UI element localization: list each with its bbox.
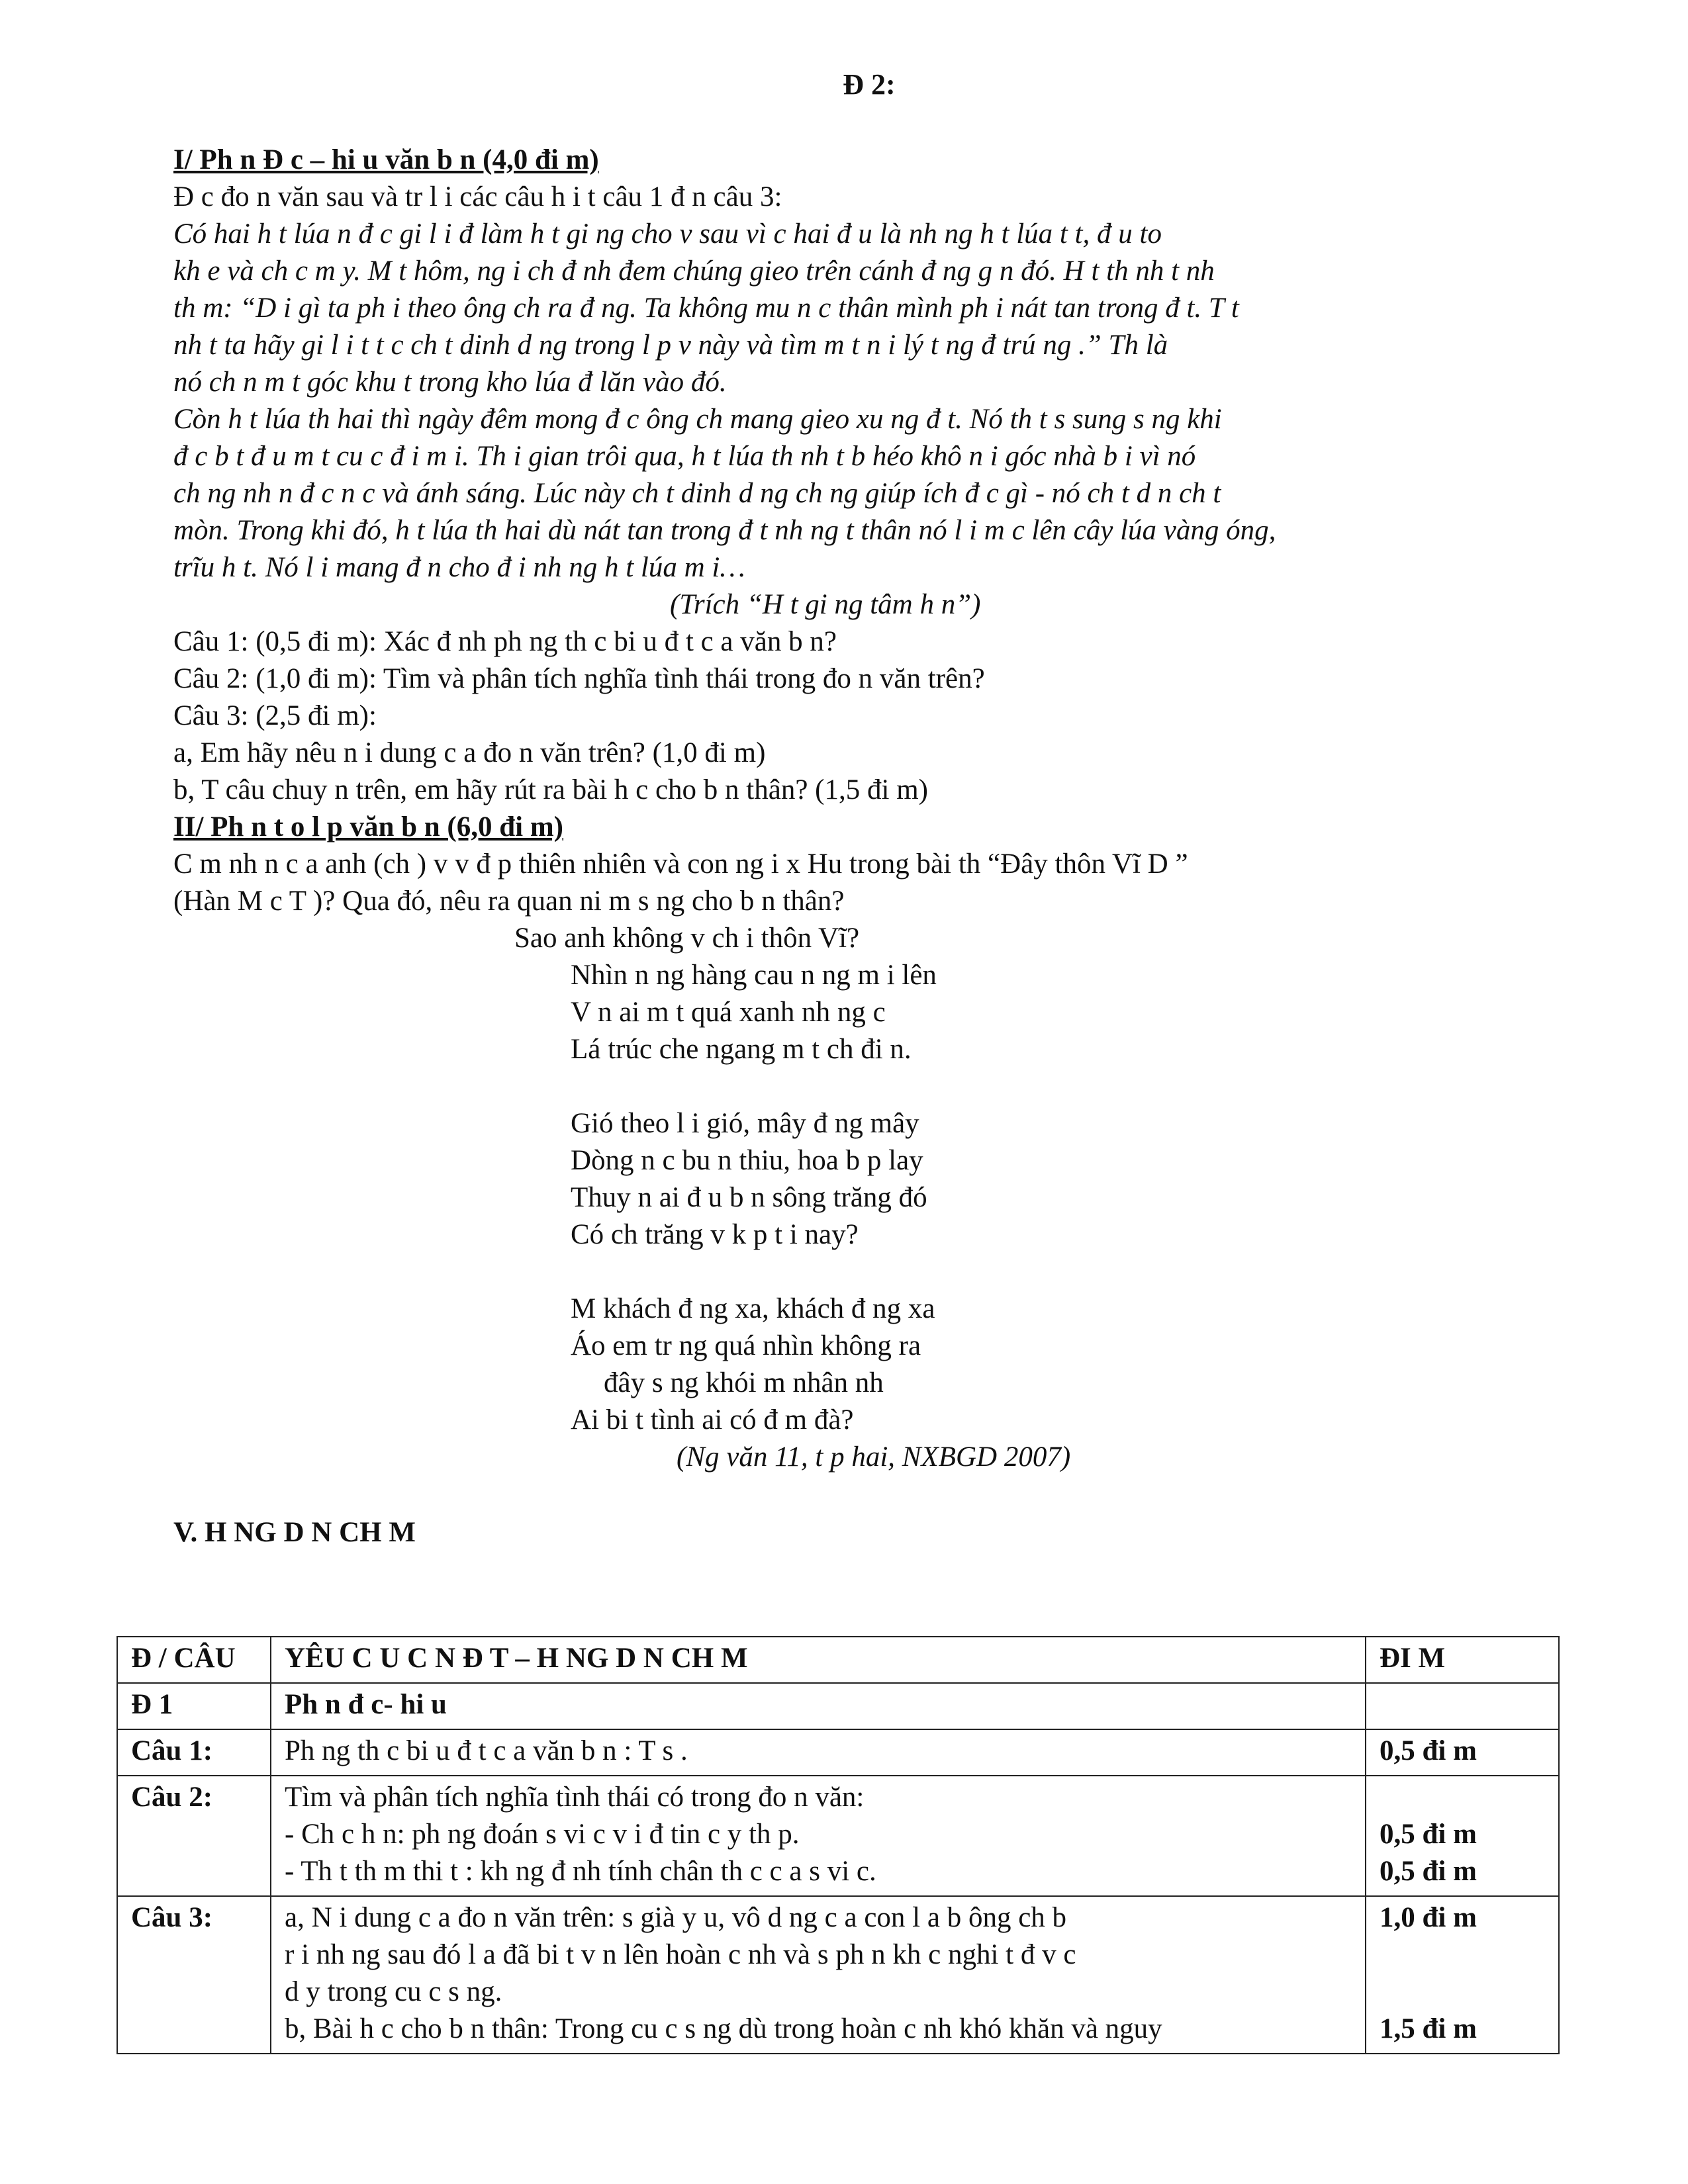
- question-3: Câu 3: (2,5 đi m):: [173, 700, 377, 731]
- content-line: Ph ng th c bi u đ t c a văn b n : T s .: [285, 1735, 688, 1766]
- essay-prompt: [173, 846, 1565, 920]
- poem-line: V n ai m t quá xanh nh ng c: [571, 997, 886, 1028]
- passage-line: nh t ta hãy gi l i t t c ch t dinh d ng trong l p v này và tìm m t n i lý t ng đ trú ng .” Th là: [173, 330, 1168, 361]
- poem-line: M khách đ ng xa, khách đ ng xa: [571, 1293, 935, 1324]
- row-label: Câu 3:: [117, 1896, 271, 2054]
- part2-heading: II/ Ph n t o l p văn b n (6,0 đi m): [173, 811, 564, 842]
- prompt-line: (Hàn M c T )? Qua đó, nêu ra quan ni m s ng cho b n thân?: [173, 886, 845, 917]
- row-content: [271, 1776, 1366, 1896]
- row-label: Câu 1:: [117, 1729, 271, 1776]
- score-value: [1380, 1779, 1545, 1816]
- question-2: Câu 2: (1,0 đi m): Tìm và phân tích nghĩa tình thái trong đo n văn trên?: [173, 663, 985, 694]
- header-cell-score: ĐI M: [1366, 1637, 1559, 1683]
- poem-line: Gió theo l i gió, mây đ ng mây: [571, 1108, 919, 1139]
- score-value: 0,5 đi m: [1380, 1819, 1477, 1850]
- passage-line: th m: “D i gì ta ph i theo ông ch ra đ ng. Ta không mu n c thân mình ph i nát tan trong đ t. T t: [173, 293, 1239, 324]
- passage-line: mòn. Trong khi đó, h t lúa th hai dù nát tan trong đ t nh ng t thân nó l i m c lên cây lúa vàng óng,: [173, 515, 1276, 546]
- passage-line: ch ng nh n đ c n c và ánh sáng. Lúc này ch t dinh d ng ch ng giúp ích đ c gì - nó ch t d n ch t: [173, 478, 1221, 509]
- row-score: [1366, 1683, 1559, 1729]
- prompt-line: C m nh n c a anh (ch ) v v đ p thiên nhiên và con ng i x Hu trong bài th “Đây thôn Vĩ D ”: [173, 848, 1188, 880]
- row-label: Đ 1: [117, 1683, 271, 1729]
- exam-title: Đ 2:: [843, 68, 896, 101]
- row-score: [1366, 1776, 1559, 1896]
- reading-passage: [173, 216, 1565, 586]
- part1-instruction: Đ c đo n văn sau và tr l i các câu h i t câu 1 đ n câu 3:: [173, 181, 782, 212]
- part1-heading: I/ Ph n Đ c – hi u văn b n (4,0 đi m): [173, 144, 599, 175]
- passage-line: Có hai h t lúa n đ c gi l i đ làm h t gi ng cho v sau vì c hai đ u là nh ng h t lúa t t, đ u to: [173, 218, 1162, 250]
- content-line: - Ch c h n: ph ng đoán s vi c v i đ tin c y th p.: [285, 1819, 800, 1850]
- question-list: [173, 623, 1565, 809]
- score-value: 1,5 đi m: [1380, 2013, 1477, 2044]
- score-value: 0,5 đi m: [1380, 1735, 1477, 1766]
- score-value: [1380, 1936, 1545, 2011]
- passage-line: nó ch n m t góc khu t trong kho lúa đ lăn vào đó.: [173, 367, 727, 398]
- passage-line: Còn h t lúa th hai thì ngày đêm mong đ c ông ch mang gieo xu ng đ t. Nó th t s sung s ng khi: [173, 404, 1222, 435]
- header-cell-question: Đ / CÂU: [117, 1637, 271, 1683]
- row-content: [271, 1729, 1366, 1776]
- stanza-gap: [571, 1253, 1565, 1291]
- poem-line: Nhìn n ng hàng cau n ng m i lên: [571, 960, 937, 991]
- poem-line: Áo em tr ng quá nhìn không ra: [571, 1330, 921, 1361]
- content-line: r i nh ng sau đó l a đã bi t v n lên hoàn c nh và s ph n kh c nghi t đ v c: [285, 1939, 1076, 1970]
- grading-table: [117, 1636, 1560, 2054]
- document-page: [173, 66, 1565, 1576]
- table-header-row: [117, 1637, 1559, 1683]
- poem-source: (Ng văn 11, t p hai, NXBGD 2007): [677, 1441, 1071, 1473]
- table-row: [117, 1896, 1559, 2054]
- table-row: [117, 1683, 1559, 1729]
- header-cell-requirements: YÊU C U C N Đ T – H NG D N CH M: [271, 1637, 1366, 1683]
- poem-line: Ai bi t tình ai có đ m đà?: [571, 1404, 854, 1435]
- poem-line: Thuy n ai đ u b n sông trăng đó: [571, 1182, 927, 1213]
- passage-line: đ c b t đ u m t cu c đ i m i. Th i gian trôi qua, h t lúa th nh t b héo khô n i góc nhà b i vì nó: [173, 441, 1196, 472]
- poem: [514, 920, 1565, 1439]
- grading-heading: V. H NG D N CH M: [173, 1517, 416, 1548]
- content-line: b, Bài h c cho b n thân: Trong cu c s ng dù trong hoàn c nh khó khăn và nguy: [285, 2013, 1162, 2044]
- poem-line: Lá trúc che ngang m t ch đi n.: [571, 1034, 912, 1065]
- row-label: Câu 2:: [117, 1776, 271, 1896]
- row-score: [1366, 1896, 1559, 2054]
- content-line: d y trong cu c s ng.: [285, 1976, 502, 2007]
- row-score: [1366, 1729, 1559, 1776]
- question-3b: b, T câu chuy n trên, em hãy rút ra bài h c cho b n thân? (1,5 đi m): [173, 774, 928, 805]
- content-line: a, N i dung c a đo n văn trên: s già y u, vô d ng c a con l a b ông ch b: [285, 1902, 1067, 1933]
- question-1: Câu 1: (0,5 đi m): Xác đ nh ph ng th c bi u đ t c a văn b n?: [173, 626, 837, 657]
- passage-line: kh e và ch c m y. M t hôm, ng i ch đ nh đem chúng gieo trên cánh đ ng g n đó. H t th nh t nh: [173, 255, 1215, 287]
- content-line: - Th t th m thi t : kh ng đ nh tính chân th c c a s vi c.: [285, 1856, 876, 1887]
- score-value: 1,0 đi m: [1380, 1902, 1477, 1933]
- passage-source: (Trích “H t gi ng tâm h n”): [670, 589, 981, 620]
- stanza-gap: [571, 1068, 1565, 1105]
- row-content: [271, 1896, 1366, 2054]
- question-3a: a, Em hãy nêu n i dung c a đo n văn trên? (1,0 đi m): [173, 737, 766, 768]
- score-value: 0,5 đi m: [1380, 1856, 1477, 1887]
- content-line: Ph n đ c- hi u: [285, 1689, 447, 1720]
- table-row: [117, 1776, 1559, 1896]
- content-line: Tìm và phân tích nghĩa tình thái có trong đo n văn:: [285, 1782, 865, 1813]
- poem-line: Sao anh không v ch i thôn Vĩ?: [514, 923, 860, 954]
- row-content: [271, 1683, 1366, 1729]
- passage-line: trĩu h t. Nó l i mang đ n cho đ i nh ng h t lúa m i…: [173, 552, 745, 583]
- poem-line: Có ch trăng v k p t i nay?: [571, 1219, 859, 1250]
- poem-line: Dòng n c bu n thiu, hoa b p lay: [571, 1145, 923, 1176]
- table-row: [117, 1729, 1559, 1776]
- poem-line: đây s ng khói m nhân nh: [604, 1367, 884, 1398]
